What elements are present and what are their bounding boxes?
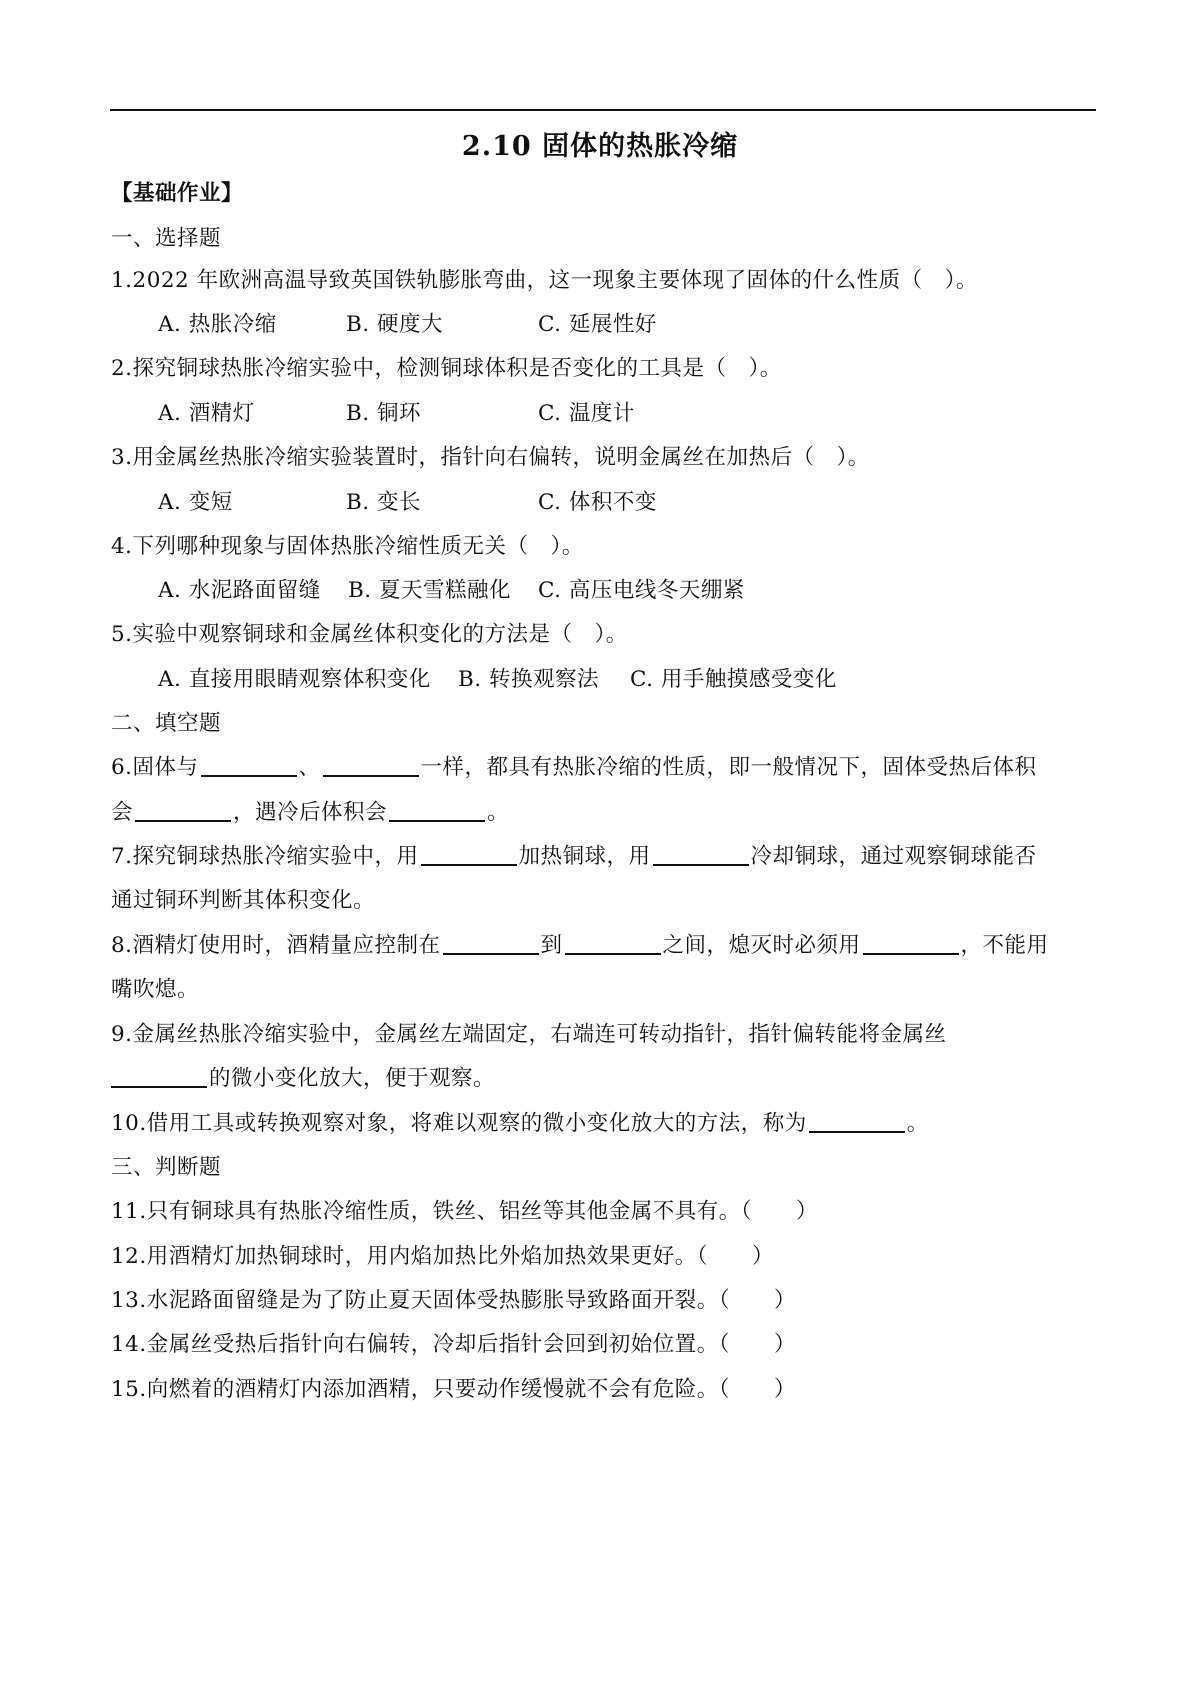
question-4-options (158, 573, 745, 604)
question-6-text: 、 (298, 755, 321, 780)
answer-blank[interactable] (863, 951, 959, 955)
question-5: 5.实验中观察铜球和金属丝体积变化的方法是（ ）。 (111, 622, 628, 647)
answer-blank[interactable] (111, 1084, 207, 1088)
question-6-text: 6.固体与 (111, 755, 199, 780)
question-7-text: 加热铜球，用 (518, 844, 651, 869)
question-10 (111, 1106, 929, 1137)
question-3-options (158, 485, 657, 516)
option-c: C. 用手触摸感受变化 (630, 667, 837, 692)
answer-blank[interactable] (809, 1129, 905, 1133)
question-8-text: 到 (540, 933, 563, 958)
option-a: A. 酒精灯 (158, 401, 255, 426)
question-15: 15.向燃着的酒精灯内添加酒精，只要动作缓慢就不会有危险。（ ） (111, 1377, 796, 1402)
answer-blank[interactable] (443, 951, 539, 955)
question-7-text: 7.探究铜球热胀冷缩实验中，用 (111, 844, 419, 869)
option-a: A. 直接用眼睛观察体积变化 (158, 667, 431, 692)
page-title: 2.10 固体的热胀冷缩 (461, 131, 739, 162)
answer-blank[interactable] (135, 818, 231, 822)
option-a: A. 热胀冷缩 (158, 312, 277, 337)
question-6 (111, 750, 1037, 781)
question-9-text: 的微小变化放大，便于观察。 (209, 1066, 496, 1091)
option-c: C. 体积不变 (538, 490, 657, 515)
question-7-cont: 通过铜环判断其体积变化。 (111, 888, 376, 913)
option-c: C. 温度计 (538, 401, 635, 426)
question-2: 2.探究铜球热胀冷缩实验中，检测铜球体积是否变化的工具是（ ）。 (111, 356, 782, 381)
question-9: 9.金属丝热胀冷缩实验中，金属丝左端固定，右端连可转动指针，指针偏转能将金属丝 (111, 1022, 947, 1047)
answer-blank[interactable] (201, 773, 297, 777)
part1-heading: 一、选择题 (111, 226, 222, 251)
option-b: B. 夏天雪糕融化 (348, 578, 511, 603)
option-c: C. 延展性好 (538, 312, 657, 337)
question-1: 1.2022 年欧洲高温导致英国铁轨膨胀弯曲，这一现象主要体现了固体的什么性质（ ）。 (111, 268, 978, 293)
question-3: 3.用金属丝热胀冷缩实验装置时，指针向右偏转，说明金属丝在加热后（ ）。 (111, 445, 870, 470)
question-4: 4.下列哪种现象与固体热胀冷缩性质无关（ ）。 (111, 534, 584, 559)
question-8 (111, 928, 1049, 959)
question-9-cont (111, 1061, 495, 1092)
question-8-text: 之间，熄灭时必须用 (662, 933, 861, 958)
question-8-text: ，不能用 (960, 933, 1049, 958)
option-a: A. 变短 (158, 490, 233, 515)
question-7 (111, 839, 1037, 870)
option-c: C. 高压电线冬天绷紧 (538, 578, 745, 603)
answer-blank[interactable] (389, 818, 485, 822)
question-6-cont (111, 795, 509, 826)
answer-blank[interactable] (421, 862, 517, 866)
question-13: 13.水泥路面留缝是为了防止夏天固体受热膨胀导致路面开裂。（ ） (111, 1288, 796, 1313)
answer-blank[interactable] (323, 773, 419, 777)
question-10-text: 10.借用工具或转换观察对象，将难以观察的微小变化放大的方法，称为 (111, 1111, 807, 1136)
answer-blank[interactable] (565, 951, 661, 955)
option-a: A. 水泥路面留缝 (158, 578, 321, 603)
question-10-text: 。 (906, 1111, 929, 1136)
header-rule (110, 109, 1096, 111)
question-11: 11.只有铜球具有热胀冷缩性质，铁丝、铝丝等其他金属不具有。（ ） (111, 1199, 818, 1224)
section-label: 【基础作业】 (111, 181, 244, 206)
question-8-cont: 嘴吹熄。 (111, 977, 200, 1002)
option-b: B. 铜环 (346, 401, 421, 426)
question-6-text: 一样，都具有热胀冷缩的性质，即一般情况下，固体受热后体积 (420, 755, 1037, 780)
question-6-text: 。 (487, 800, 510, 825)
question-12: 12.用酒精灯加热铜球时，用内焰加热比外焰加热效果更好。（ ） (111, 1244, 774, 1269)
part2-heading: 二、填空题 (111, 711, 222, 736)
question-6-text: 会 (111, 800, 134, 825)
question-1-options (158, 307, 657, 338)
option-b: B. 转换观察法 (458, 667, 599, 692)
answer-blank[interactable] (653, 862, 749, 866)
question-8-text: 8.酒精灯使用时，酒精量应控制在 (111, 933, 441, 958)
option-b: B. 硬度大 (346, 312, 443, 337)
question-14: 14.金属丝受热后指针向右偏转，冷却后指针会回到初始位置。（ ） (111, 1332, 796, 1357)
question-5-options (158, 662, 837, 693)
question-6-text: ，遇冷后体积会 (233, 800, 388, 825)
question-2-options (158, 396, 635, 427)
question-7-text: 冷却铜球，通过观察铜球能否 (750, 844, 1037, 869)
part3-heading: 三、判断题 (111, 1155, 222, 1180)
option-b: B. 变长 (346, 490, 421, 515)
